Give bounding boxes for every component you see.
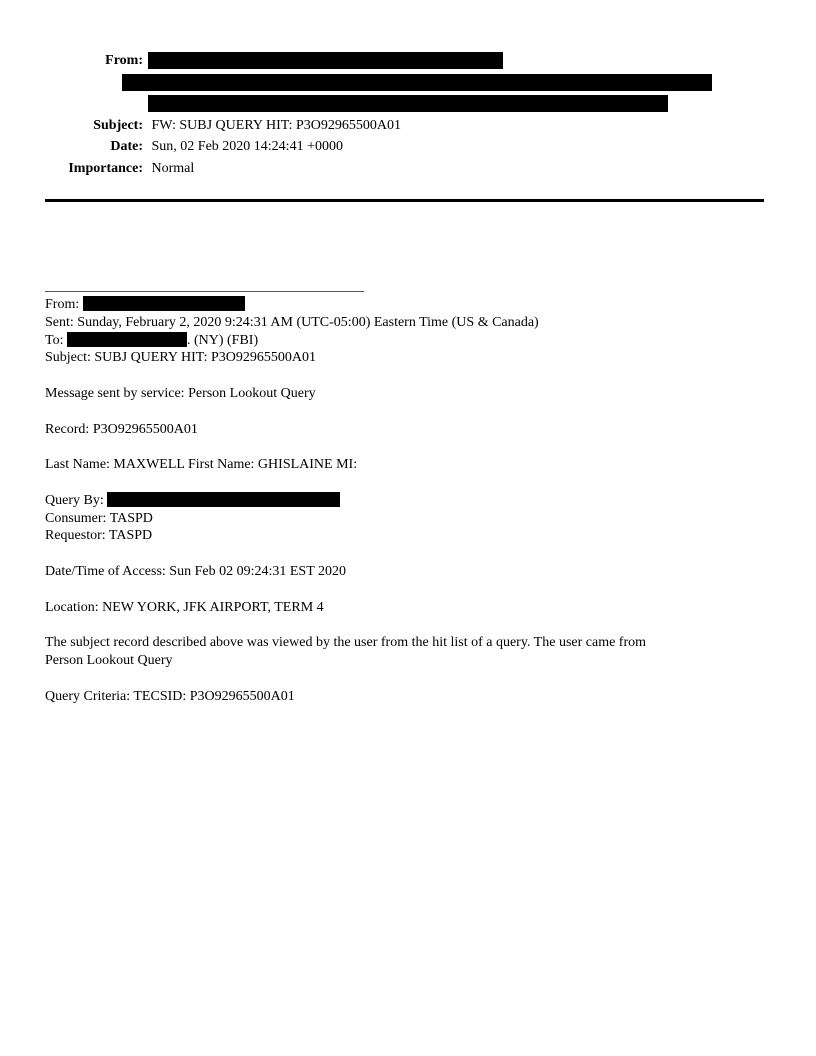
body-line-requestor: Requestor: TASPD (45, 528, 153, 544)
blank-line (45, 616, 745, 634)
date-label: Date: (110, 139, 143, 154)
body-line-record: Record: P3O92965500A01 (45, 421, 198, 437)
header-row-date (45, 136, 771, 158)
importance-label: Importance: (68, 160, 143, 176)
body-line-to (45, 332, 745, 350)
blank-line (45, 545, 745, 563)
redaction-bar (67, 332, 187, 347)
body-line-query-by (45, 492, 745, 510)
body-line-service: Message sent by service: Person Lookout Query (45, 385, 316, 401)
blank-line (45, 474, 745, 492)
body-line-sent: Sent: Sunday, February 2, 2020 9:24:31 AM (UTC-05:00) Eastern Time (US & Canada) (45, 314, 539, 330)
blank-line (45, 438, 745, 456)
body-line-consumer: Consumer: TASPD (45, 510, 153, 526)
blank-line (45, 403, 745, 421)
header-row-subject (45, 115, 771, 137)
from-prefix: From: (45, 297, 83, 312)
date-value: Sun, 02 Feb 2020 14:24:41 +0000 (151, 139, 343, 154)
header-row-importance (45, 158, 771, 180)
body-line-location: Location: NEW YORK, JFK AIRPORT, TERM 4 (45, 599, 324, 615)
email-body (45, 296, 745, 705)
blank-line (45, 581, 745, 599)
from-label: From: (105, 53, 143, 68)
email-header (45, 50, 771, 179)
to-suffix: . (NY) (FBI) (186, 332, 259, 348)
blank-line (45, 367, 745, 385)
header-row-redacted-2 (45, 72, 771, 94)
to-prefix: To: (45, 332, 67, 348)
subject-label: Subject: (93, 117, 143, 133)
body-line-query-criteria: Query Criteria: TECSID: P3O92965500A01 (45, 688, 295, 704)
query-by-prefix: Query By: (45, 492, 108, 508)
body-line-from (45, 296, 745, 314)
header-separator-rule (45, 199, 764, 202)
body-line-access-time: Date/Time of Access: Sun Feb 02 09:24:31 EST 2020 (45, 563, 346, 579)
subject-value: FW: SUBJ QUERY HIT: P3O92965500A01 (151, 117, 402, 133)
blank-line (45, 670, 745, 688)
body-paragraph-line-1: The subject record described above was viewed by the user from the hit list of a query. The user came from (45, 635, 647, 651)
redaction-bar (148, 52, 503, 69)
body-line-name: Last Name: MAXWELL First Name: GHISLAINE MI: (45, 457, 358, 473)
header-row-redacted-3 (45, 93, 771, 115)
redaction-bar (148, 95, 668, 112)
body-paragraph-line-2: Person Lookout Query (45, 652, 173, 668)
redaction-bar (107, 492, 340, 507)
quoted-message-divider (45, 291, 364, 292)
header-row-from (45, 50, 771, 72)
redaction-bar (83, 296, 245, 311)
importance-value: Normal (151, 160, 195, 176)
redaction-bar (122, 74, 712, 91)
body-line-subject: Subject: SUBJ QUERY HIT: P3O92965500A01 (45, 350, 317, 366)
